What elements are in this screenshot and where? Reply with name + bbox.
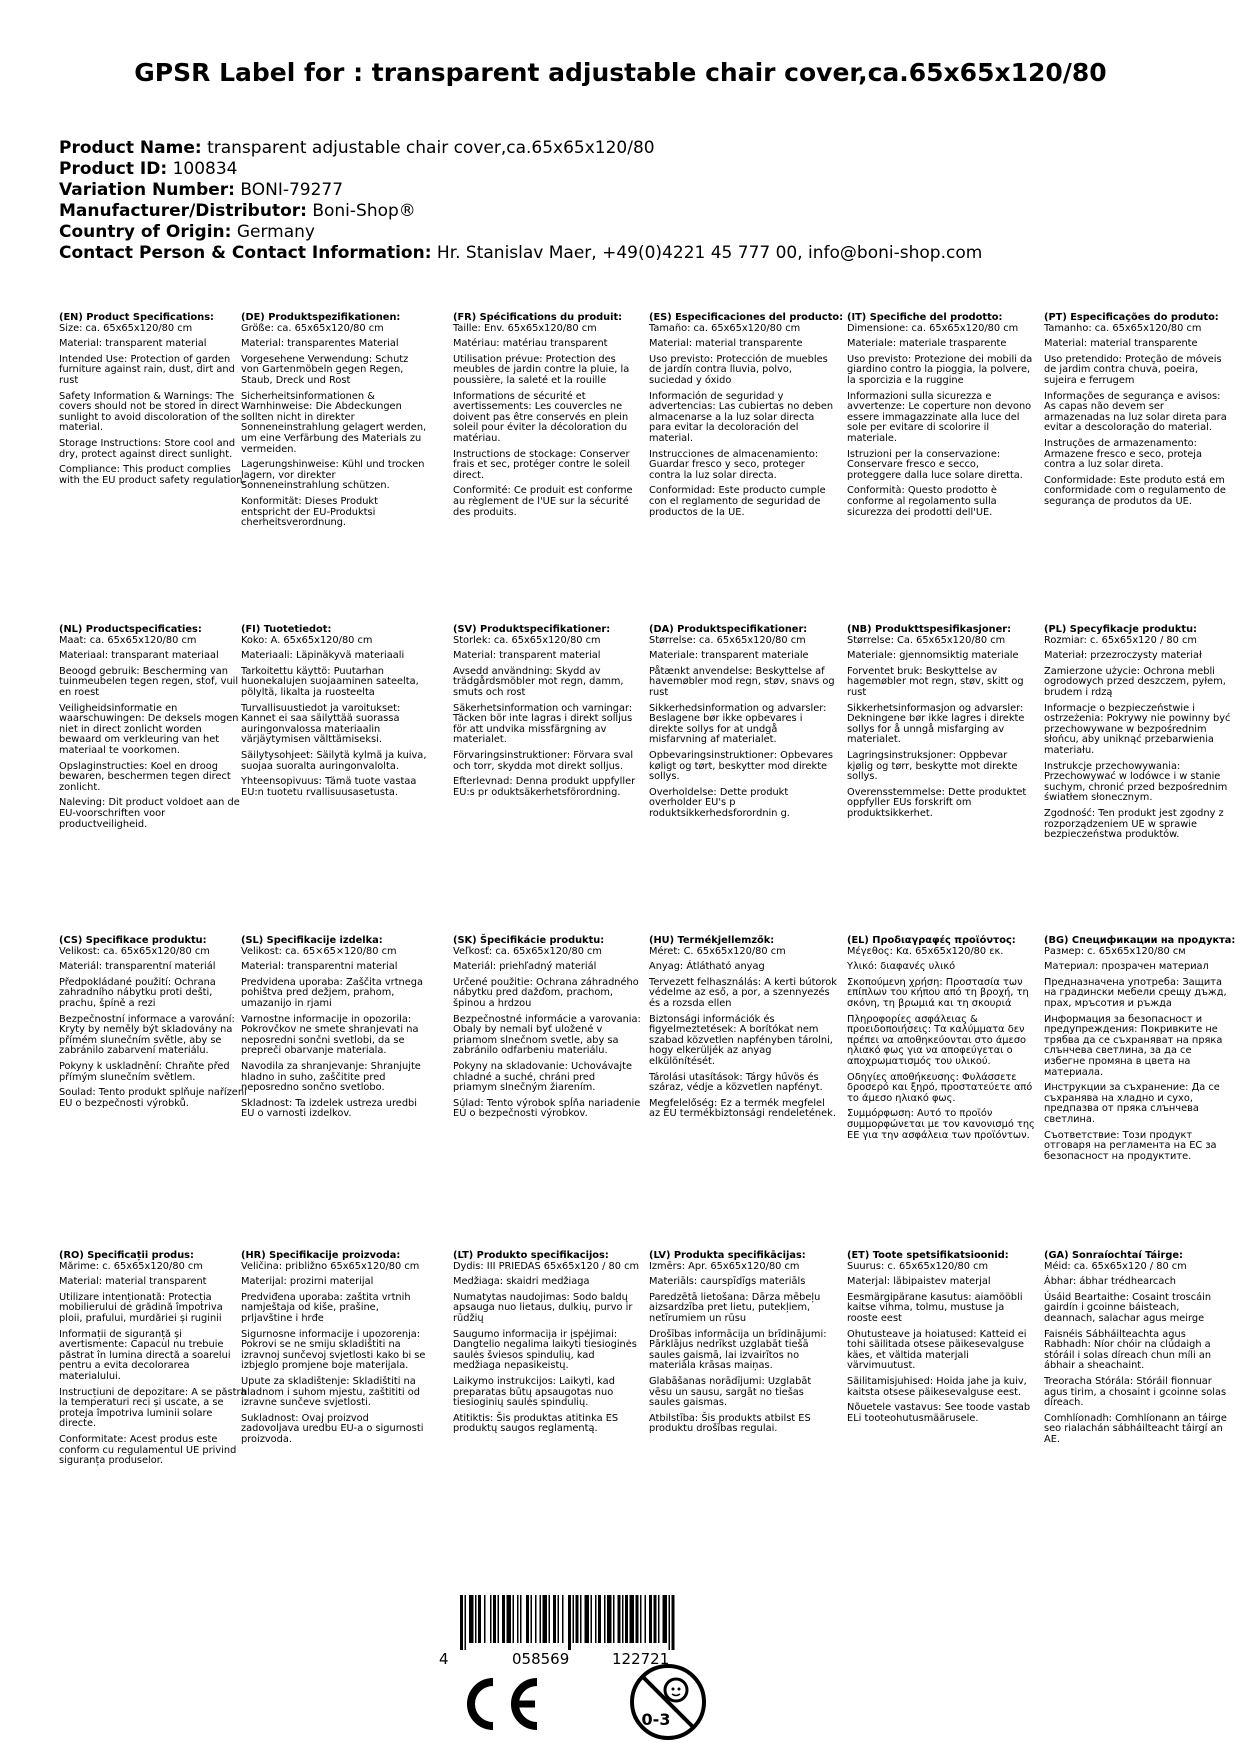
spec-paragraph: Conformidad: Este producto cumple con el reglamento de seguridad de productos de la UE. <box>649 485 826 518</box>
spec-paragraph: Informacje o bezpieczeństwie i ostrzeżenia: Pokrywy nie powinny być przechowywane w bezpośrednim słońcu, aby uniknąć przebarwienia materiału. <box>1044 702 1231 756</box>
spec-paragraph: Mărime: c. 65x65x120/80 cm <box>59 1260 203 1272</box>
spec-section <box>1044 1251 1232 1451</box>
spec-paragraph: Информация за безопасност и предупреждения: Покривките не трябва да се съхраняват на пряка слънчева светлина, за да се избегне промяна в цвета на материала. <box>1044 1013 1223 1078</box>
spec-paragraph: Intended Use: Protection of garden furniture against rain, dust, dirt and rust <box>59 353 235 386</box>
spec-heading: (ET) Toote spetsifikatsioonid: <box>847 1250 1009 1261</box>
spec-paragraph: Faisnéis Sábháilteachta agus Rabhadh: Níor chóir na clúdaigh a stóráil i solas díreach chun míli an ábhair a sheachaint. <box>1044 1328 1212 1372</box>
spec-section <box>649 936 837 1125</box>
spec-paragraph: Zgodność: Ten produkt jest zgodny z rozporządzeniem UE w sprawie bezpieczeństwa produktów. <box>1044 807 1224 841</box>
spec-heading: (GA) Sonraíochtaí Táirge: <box>1044 1250 1183 1261</box>
spec-section <box>59 936 247 1114</box>
spec-section <box>453 1251 641 1440</box>
spec-heading: (SK) Špecifikácie produktu: <box>453 935 605 946</box>
page-title: GPSR Label for : transparent adjustable chair cover,ca.65x65x120/80 <box>134 58 1107 87</box>
spec-heading: (ES) Especificaciones del producto: <box>649 312 844 323</box>
spec-paragraph: Opbevaringsinstruktioner: Opbevares køligt og tørt, beskytter mod direkte sollys. <box>649 749 834 783</box>
spec-paragraph: Dydis: III PRIEDAS 65x65x120 / 80 cm <box>453 1260 640 1272</box>
spec-paragraph: Lagerungshinweise: Kühl und trocken lagern, vor direkter Sonneneinstrahlung schützen. <box>241 459 425 492</box>
info-row <box>59 138 982 159</box>
spec-paragraph: Suurus: c. 65x65x120/80 cm <box>847 1260 989 1272</box>
info-label: Variation Number: <box>59 180 235 200</box>
spec-section <box>1044 935 1236 1167</box>
spec-paragraph: Påtænkt anvendelse: Beskyttelse af havemøbler mod regn, støv, snavs og rust <box>649 665 835 698</box>
product-info <box>59 138 982 264</box>
spec-heading: (SL) Specifikacije izdelka: <box>241 935 383 946</box>
spec-paragraph: Overensstemmelse: Dette produktet oppfyller EUs forskrift om produktsikkerhet. <box>847 786 1027 819</box>
spec-paragraph: Material: transparentni material <box>241 961 398 973</box>
spec-paragraph: Material: transparent material <box>453 650 601 662</box>
spec-paragraph: Sikkerhedsinformation og advarsler: Beslagene bør ikke opbevares i direkte sollys for at undgå misfarvning af materialet. <box>649 702 827 746</box>
spec-paragraph: Предназначена употреба: Защита на градински мебели срещу дъжд, прах, мръсотия и ръжда <box>1044 976 1227 1009</box>
spec-paragraph: Инструкции за съхранение: Да се съхранява на хладно и сухо, предпазва от пряка слънчева светлина. <box>1044 1082 1220 1125</box>
spec-paragraph: Nõuetele vastavus: See toode vastab ELi tooteohutusmäärusele. <box>847 1402 1031 1424</box>
spec-paragraph: Säilitamisjuhised: Hoida jahe ja kuiv, kaitsta otsese päikesevalguse eest. <box>847 1375 1027 1398</box>
spec-paragraph: Velikost: ca. 65×65×120/80 cm <box>241 945 397 957</box>
spec-paragraph: Drošības informācija un brīdinājumi: Pārklājus nedrīkst uzglabāt tiešā saules gaismā, lai izvairītos no materiāla krāsas maiņas. <box>649 1328 827 1372</box>
spec-heading: (EN) Product Specifications: <box>59 312 214 323</box>
spec-paragraph: Skladnost: Ta izdelek ustreza uredbi EU o varnosti izdelkov. <box>241 1097 417 1120</box>
spec-paragraph: Pokyny k uskladnění: Chraňte před přímým slunečním světlem. <box>59 1060 230 1083</box>
spec-heading: (PT) Especificações do produto: <box>1044 312 1219 323</box>
spec-paragraph: Uso pretendido: Proteção de móveis de jardim contra chuva, poeira, sujeira e ferrugem <box>1044 353 1222 386</box>
info-row <box>59 159 982 180</box>
spec-paragraph: Zamierzone użycie: Ochrona mebli ogrodowych przed deszczem, pyłem, brudem i rdzą <box>1044 665 1226 698</box>
spec-paragraph: Οδηγίες αποθήκευσης: Φυλάσσετε δροσερό και ξηρό, προστατεύετε από το άμεσο ηλιακό φως. <box>847 1071 1033 1104</box>
info-value: 100834 <box>172 159 238 179</box>
spec-heading: (DE) Produktspezifikationen: <box>241 312 401 323</box>
info-label: Product ID: <box>59 159 168 179</box>
spec-paragraph: Velikost: ca. 65x65x120/80 cm <box>59 945 210 957</box>
spec-paragraph: Atitiktis: Šis produktas atitinka ES produktų saugos reglamentą. <box>453 1412 619 1435</box>
info-label: Country of Origin: <box>59 222 232 242</box>
spec-paragraph: Numatytas naudojimas: Sodo baldų apsauga nuo lietaus, dulkių, purvo ir rūdžių <box>453 1291 633 1324</box>
spec-paragraph: Instrucciones de almacenamiento: Guardar fresco y seco, proteger contra la luz solar directa. <box>649 448 819 481</box>
spec-paragraph: Sicherheitsinformationen & Warnhinweise: Die Abdeckungen sollten nicht in direkter Sonneneinstrahlung gelagert werden, um eine Verfärbung des Materials zu vermeiden. <box>241 390 427 455</box>
spec-paragraph: Πληροφορίες ασφάλειας & προειδοποιήσεις: Τα καλύμματα δεν πρέπει να αποθηκεύονται στο άμεσο ηλιακό φως για να αποφεύγεται ο αποχρωματισμός του υλικού. <box>847 1013 1027 1067</box>
ce-mark-icon <box>453 1674 543 1734</box>
spec-paragraph: Materiale: transparent materiale <box>649 650 809 662</box>
info-value: Hr. Stanislav Maer, +49(0)4221 45 777 00, info@boni-shop.com <box>436 243 983 263</box>
spec-section <box>453 313 641 523</box>
spec-heading: (PL) Specyfikacje produktu: <box>1044 624 1197 635</box>
spec-paragraph: Størrelse: Ca. 65x65x120/80 cm <box>847 634 1006 646</box>
spec-paragraph: Konformität: Dieses Produkt entspricht der EU-Produktsi cherheitsverordnung. <box>241 495 378 529</box>
spec-paragraph: Předpokládané použití: Ochrana zahradního nábytku proti dešti, prachu, špíně a rezi <box>59 976 216 1009</box>
spec-paragraph: Súlad: Tento výrobok spĺňa nariadenie EÚ o bezpečnosti výrobkov. <box>453 1097 641 1120</box>
spec-paragraph: Material: transparentes Material <box>241 338 399 350</box>
spec-paragraph: Material: transparent material <box>59 338 207 350</box>
spec-paragraph: Varnostne informacije in opozorila: Pokrovčkov ne smete shranjevati na neposredni sončni svetlobi, da se prepreči obarvanje materiala. <box>241 1013 419 1057</box>
spec-paragraph: Beoogd gebruik: Bescherming van tuinmeubelen tegen regen, stof, vuil en roest <box>59 665 239 698</box>
spec-paragraph: Instrucțiuni de depozitare: A se păstra la temperaturi reci și uscate, a se proteja împotriva luminii solare directe. <box>59 1386 247 1430</box>
info-label: Product Name: <box>59 138 202 158</box>
spec-section <box>59 313 247 491</box>
spec-paragraph: Materiale: materiale trasparente <box>847 338 1007 350</box>
spec-paragraph: Informații de siguranță și avertismente: Capacul nu trebuie păstrat în lumina directă a soarelui pentru a evita decolorarea materialului. <box>59 1328 231 1382</box>
spec-paragraph: Storage Instructions: Store cool and dry, protect against direct sunlight. <box>59 437 236 460</box>
spec-paragraph: Efterlevnad: Denna produkt uppfyller EU:s pr oduktsäkerhetsförordning. <box>453 776 636 798</box>
not-for-children-0-3-icon <box>628 1662 708 1742</box>
spec-paragraph: Material: material transparente <box>649 338 803 350</box>
spec-heading: (FI) Tuotetiedot: <box>241 624 332 635</box>
spec-heading: (HU) Termékjellemzők: <box>649 935 775 946</box>
spec-paragraph: Instruções de armazenamento: Armazene fresco e seco, proteja contra a luz solar direta. <box>1044 437 1203 471</box>
info-label: Contact Person & Contact Information: <box>59 243 432 263</box>
spec-paragraph: Conformità: Questo prodotto è conforme al regolamento sulla sicurezza dei prodotti dell'UE. <box>847 485 997 518</box>
spec-paragraph: Glabāšanas norādījumi: Uzglabāt vēsu un sausu, sargāt no tiešas saules gaismas. <box>649 1375 812 1409</box>
spec-paragraph: Materiál: priehľadný materiál <box>453 961 597 973</box>
spec-paragraph: Ohutusteave ja hoiatused: Katteid ei tohi säilitada otsese päikesevalguse käes, et vältida materjali värvimuutust. <box>847 1328 1027 1372</box>
spec-paragraph: Paredzētā lietošana: Dārza mēbeļu aizsardzība pret lietu, putekļiem, netīrumiem un rūsu <box>649 1291 821 1324</box>
spec-paragraph: Materjal: läbipaistev materjal <box>847 1276 991 1288</box>
spec-paragraph: Uso previsto: Protección de muebles de jardín contra lluvia, polvo, suciedad y óxido <box>649 353 828 386</box>
spec-paragraph: Vorgesehene Verwendung: Schutz von Gartenmöbeln gegen Regen, Staub, Dreck und Rost <box>241 353 409 386</box>
spec-section <box>847 625 1035 825</box>
spec-paragraph: Lagringsinstruksjoner: Oppbevar kjølig og tørr, beskytte mot direkte sollys. <box>847 749 1018 783</box>
spec-section <box>649 1251 837 1440</box>
spec-paragraph: Materiaal: transparant materiaal <box>59 650 219 662</box>
spec-section <box>453 936 641 1125</box>
spec-paragraph: Größe: ca. 65x65x120/80 cm <box>241 322 384 334</box>
spec-paragraph: Určené použitie: Ochrana záhradného nábytku pred dažďom, prachom, špinou a hrdzou <box>453 976 639 1009</box>
spec-paragraph: Comhlíonadh: Comhlíonann an táirge seo rialachán sábháilteacht táirgí an AE. <box>1044 1412 1227 1445</box>
spec-paragraph: Tárolási utasítások: Tárgy hűvös és száraz, védje a közvetlen napfényt. <box>649 1071 823 1094</box>
spec-paragraph: Sukladnost: Ovaj proizvod zadovoljava uredbu EU-a o sigurnosti proizvoda. <box>241 1412 424 1445</box>
spec-paragraph: Pokyny na skladovanie: Uchovávajte chladné a suché, chráni pred priamym slnečným žiarením. <box>453 1060 632 1094</box>
spec-heading: (LV) Produkta specifikācijas: <box>649 1250 806 1261</box>
spec-paragraph: Taille: Env. 65x65x120/80 cm <box>453 322 597 334</box>
spec-paragraph: Size: ca. 65x65x120/80 cm <box>59 322 193 334</box>
spec-heading: (NB) Produkttspesifikasjoner: <box>847 624 1011 635</box>
spec-paragraph: Veľkosť: ca. 65x65x120/80 cm <box>453 945 602 957</box>
spec-heading: (LT) Produkto specifikacijos: <box>453 1250 609 1261</box>
spec-paragraph: Navodila za shranjevanje: Shranjujte hladno in suho, zaščitite pred neposredno sončno svetlobo. <box>241 1060 421 1094</box>
spec-section <box>241 625 429 803</box>
spec-paragraph: Uso previsto: Protezione dei mobili da giardino contro la pioggia, la polvere, la sporcizia e la ruggine <box>847 353 1033 386</box>
spec-paragraph: Utilisation prévue: Protection des meubles de jardin contre la pluie, la poussière, la saleté et la rouille <box>453 353 630 386</box>
spec-paragraph: Συμμόρφωση: Αυτό το προϊόν συμμορφώνεται με τον κανονισμό της ΕΕ για την ασφάλεια των προϊόντων. <box>847 1108 1035 1141</box>
spec-heading: (CS) Specifikace produktu: <box>59 935 207 946</box>
spec-section <box>1044 625 1232 846</box>
spec-paragraph: Säkerhetsinformation och varningar: Täcken bör inte lagras i direkt solljus för att undvika missfärgning av materialet. <box>453 702 633 746</box>
spec-paragraph: Veličina: približno 65x65x120/80 cm <box>241 1260 420 1272</box>
spec-paragraph: Atbilstība: Šis produkts atbilst ES produktu drošības regulai. <box>649 1412 811 1435</box>
spec-paragraph: Storlek: ca. 65x65x120/80 cm <box>453 634 601 646</box>
spec-section <box>649 625 837 825</box>
spec-section <box>649 312 844 523</box>
spec-paragraph: Megfelelőség: Ez a termék megfelel az EU termékbiztonsági rendeletének. <box>649 1097 836 1120</box>
info-value: Germany <box>236 222 315 242</box>
spec-paragraph: Yhteensopivuus: Tämä tuote vastaa EU:n tuotetu rvallisuusasetusta. <box>241 776 417 798</box>
spec-paragraph: Bezpečnostní informace a varování: Kryty by neměly být skladovány na přímém slunečním světle, aby se zabránilo zabarvení materiálu. <box>59 1013 235 1057</box>
spec-paragraph: Koko: A. 65x65x120/80 cm <box>241 634 373 646</box>
spec-paragraph: Υλικό: διαφανές υλικό <box>847 961 956 973</box>
spec-paragraph: Informazioni sulla sicurezza e avvertenze: Le coperture non devono essere immagazzinate alla luce del sole per evitare di scolorire il materiale. <box>847 390 1032 444</box>
spec-paragraph: Forventet bruk: Beskyttelse av hagemøbler mot regn, støv, skitt og rust <box>847 665 1024 698</box>
spec-paragraph: Predviđena uporaba: zaštita vrtnih namještaja od kiše, prašine, prljavštine i hrđe <box>241 1291 411 1324</box>
spec-heading: (FR) Spécifications du produit: <box>453 312 623 323</box>
spec-paragraph: Dimensione: ca. 65x65x120/80 cm <box>847 322 1019 334</box>
spec-section <box>847 1251 1035 1429</box>
spec-paragraph: Tamaño: ca. 65x65x120/80 cm <box>649 322 801 334</box>
spec-paragraph: Safety Information & Warnings: The covers should not be stored in direct sunlight to avoid discoloration of the material. <box>59 390 239 434</box>
spec-paragraph: Tervezett felhasználás: A kerti bútorok védelme az eső, a por, a szennyezés és a rozsda ellen <box>649 976 837 1009</box>
spec-section <box>241 1251 429 1451</box>
info-label: Manufacturer/Distributor: <box>59 201 307 221</box>
spec-paragraph: Tarkoitettu käyttö: Puutarhan huonekalujen suojaaminen sateelta, pölyltä, likalta ja ruosteelta <box>241 665 419 698</box>
spec-section <box>847 936 1035 1146</box>
spec-heading: (SV) Produktspecifikationer: <box>453 624 611 635</box>
spec-paragraph: Opslaginstructies: Koel en droog bewaren, beschermen tegen direct zonlicht. <box>59 760 231 793</box>
spec-paragraph: Matériau: matériau transparent <box>453 338 608 350</box>
spec-paragraph: Instrukcje przechowywania: Przechowywać w lodówce i w stanie suchym, chronić przed bezpośrednim światłem słonecznym. <box>1044 760 1228 804</box>
spec-section <box>1044 313 1232 513</box>
spec-paragraph: Laikymo instrukcijos: Laikyti, kad preparatas būtų apsaugotas nuo tiesioginių saulės spindulių. <box>453 1375 615 1409</box>
spec-paragraph: Úsáid Beartaithe: Cosaint troscáin gairdín i gcoinne báisteach, deannach, salachar agus meirge <box>1044 1291 1212 1324</box>
info-row <box>59 243 982 264</box>
spec-paragraph: Bezpečnostné informácie a varovania: Obaly by nemali byť uložené v priamom slnečnom svetle, aby sa zabránilo odfarbeniu materiálu. <box>453 1013 641 1057</box>
spec-paragraph: Съответствие: Този продукт отговаря на регламента на ЕС за безопасност на продуктите. <box>1044 1129 1217 1162</box>
spec-paragraph: Materiaali: Läpinäkyvä materiaali <box>241 650 405 662</box>
spec-paragraph: Materiāls: caurspīdīgs materiāls <box>649 1276 806 1288</box>
spec-paragraph: Saugumo informacija ir įspėjimai: Dangtelio negalima laikyti tiesioginės saulės šviesos spindulių, kad medžiaga nepasikeistų. <box>453 1328 637 1372</box>
svg-text:0-3: 0-3 <box>641 1710 671 1729</box>
spec-paragraph: Veiligheidsinformatie en waarschuwingen: De deksels mogen niet in direct zonlicht worden bewaard om verkleuring van het materiaal te voorkomen. <box>59 702 239 756</box>
spec-section <box>241 936 429 1125</box>
spec-paragraph: Méid: ca. 65x65x120 / 80 cm <box>1044 1260 1187 1272</box>
spec-paragraph: Compliance: This product complies with the EU product safety regulation. <box>59 464 246 486</box>
info-value: BONI-79277 <box>240 180 344 200</box>
spec-paragraph: Material: material transparente <box>1044 338 1198 350</box>
spec-paragraph: Material: material transparent <box>59 1276 207 1288</box>
spec-heading: (HR) Specifikacije proizvoda: <box>241 1250 401 1261</box>
spec-paragraph: Maat: ca. 65x65x120/80 cm <box>59 634 197 646</box>
info-row <box>59 180 982 201</box>
spec-section <box>59 625 247 835</box>
spec-paragraph: Treoracha Stórála: Stóráil fionnuar agus tirim, a chosaint i gcoinne solas díreach. <box>1044 1375 1227 1409</box>
spec-heading: (NL) Productspecificaties: <box>59 624 202 635</box>
spec-paragraph: Säilytysohjeet: Säilytä kylmä ja kuiva, suojaa suoralta auringonvalolta. <box>241 749 427 772</box>
spec-paragraph: Turvallisuustiedot ja varoitukset: Kannet ei saa säilyttää suorassa auringonvalossa materiaalin värjäytymisen välttämiseksi. <box>241 702 401 746</box>
barcode-digit-first: 4 <box>439 1650 449 1668</box>
info-value: Boni-Shop® <box>312 201 416 221</box>
spec-paragraph: Ábhar: ábhar trédhearcach <box>1044 1276 1176 1288</box>
info-value: transparent adjustable chair cover,ca.65x65x120/80 <box>207 138 655 158</box>
spec-paragraph: Méret: C. 65x65x120/80 cm <box>649 945 786 957</box>
spec-paragraph: Informações de segurança e avisos: As capas não devem ser armazenadas na luz solar direta para evitar a descoloração do material. <box>1044 390 1227 434</box>
spec-paragraph: Förvaringsinstruktioner: Förvara sval och torr, skydda mot direkt solljus. <box>453 749 634 772</box>
spec-paragraph: Naleving: Dit product voldoet aan de EU-voorschriften voor productveiligheid. <box>59 797 240 830</box>
spec-paragraph: Istruzioni per la conservazione: Conservare fresco e secco, proteggere dalla luce solare diretta. <box>847 448 1023 481</box>
spec-paragraph: Rozmiar: c. 65x65x120 / 80 cm <box>1044 634 1197 646</box>
spec-paragraph: Biztonsági információk és figyelmeztetések: A borítókat nem szabad közvetlen napfényben tárolni, hogy elkerüljék az anyag elkülönítését. <box>649 1013 833 1067</box>
spec-paragraph: Izmērs: Apr. 65x65x120/80 cm <box>649 1260 800 1272</box>
spec-paragraph: Medžiaga: skaidri medžiaga <box>453 1276 590 1288</box>
spec-paragraph: Avsedd användning: Skydd av trädgårdsmöbler mot regn, damm, smuts och rost <box>453 665 624 698</box>
spec-paragraph: Materijal: prozirni materijal <box>241 1276 374 1288</box>
spec-paragraph: Σκοπούμενη χρήση: Προστασία των επίπλων του κήπου από τη βροχή, τη σκόνη, τη βρωμιά και τη σκουριά <box>847 976 1029 1009</box>
spec-paragraph: Upute za skladištenje: Skladištiti na hladnom i suhom mjestu, zaštititi od izravne sunčeve svjetlosti. <box>241 1375 420 1409</box>
spec-paragraph: Conformité: Ce produit est conforme au règlement de l'UE sur la sécurité des produits. <box>453 485 633 518</box>
spec-paragraph: Predvidena uporaba: Zaščita vrtnega pohištva pred dežjem, prahom, umazanijo in rjami <box>241 976 423 1009</box>
spec-paragraph: Eesmärgipärane kasutus: aiamööbli kaitse vihma, tolmu, mustuse ja rooste eest <box>847 1291 1023 1324</box>
spec-paragraph: Sigurnosne informacije i upozorenja: Pokrovi se ne smiju skladištiti na izravnoj sunčevoj svjetlosti kako bi se izbjeglo promjene boje materijala. <box>241 1328 426 1372</box>
spec-paragraph: Μέγεθος: Κα. 65x65x120/80 εκ. <box>847 945 1004 957</box>
spec-paragraph: Conformitate: Acest produs este conform cu regulamentul UE privind siguranța produselor. <box>59 1433 237 1467</box>
barcode-digits-right: 122721 <box>612 1650 670 1668</box>
spec-paragraph: Tamanho: ca. 65x65x120/80 cm <box>1044 322 1202 334</box>
spec-paragraph: Материал: прозрачен материал <box>1044 961 1209 973</box>
spec-paragraph: Materiał: przezroczysty materiał <box>1044 650 1202 662</box>
spec-section <box>241 313 429 534</box>
spec-paragraph: Overholdelse: Dette produkt overholder EU's p roduktsikkerhedsforordnin g. <box>649 786 790 819</box>
spec-paragraph: Conformidade: Este produto está em conformidade com o regulamento de segurança de produtos da UE. <box>1044 474 1226 507</box>
spec-paragraph: Størrelse: ca. 65x65x120/80 cm <box>649 634 806 646</box>
spec-heading: (RO) Specificații produs: <box>59 1250 194 1261</box>
spec-paragraph: Размер: с. 65x65x120/80 см <box>1044 945 1186 957</box>
spec-paragraph: Información de seguridad y advertencias: Las cubiertas no deben almacenarse a la luz solar directa para evitar la decoloración del material. <box>649 390 834 444</box>
spec-paragraph: Soulad: Tento produkt splňuje nařízení EU o bezpečnosti výrobků. <box>59 1087 247 1109</box>
spec-heading: (IT) Specifiche del prodotto: <box>847 312 1003 323</box>
spec-section <box>59 1251 247 1472</box>
spec-heading: (BG) Спецификации на продукта: <box>1044 935 1236 946</box>
spec-section <box>453 625 641 803</box>
spec-paragraph: Anyag: Átlátható anyag <box>649 961 765 973</box>
spec-paragraph: Informations de sécurité et avertissements: Les couvercles ne doivent pas être conservés en plein soleil pour éviter la décoloration du matériau. <box>453 390 629 444</box>
spec-paragraph: Sikkerhetsinformasjon og advarsler: Dekningene bør ikke lagres i direkte sollys for å unngå misfarging av materialet. <box>847 702 1025 746</box>
spec-paragraph: Materiale: gjennomsiktig materiale <box>847 650 1019 662</box>
spec-heading: (DA) Produktspecifikationer: <box>649 624 808 635</box>
spec-section <box>847 313 1035 523</box>
info-row <box>59 222 982 243</box>
info-row <box>59 201 982 222</box>
spec-paragraph: Instructions de stockage: Conserver frais et sec, protéger contre le soleil direct. <box>453 448 630 481</box>
spec-paragraph: Materiál: transparentní materiál <box>59 961 216 973</box>
barcode-icon <box>440 1595 690 1650</box>
barcode-digits-left: 058569 <box>512 1650 570 1668</box>
spec-paragraph: Utilizare intenționată: Protecția mobilierului de grădină împotriva ploii, prafului, murdăriei și ruginii <box>59 1291 223 1324</box>
spec-heading: (EL) Προδιαγραφές προϊόντος: <box>847 935 1016 946</box>
